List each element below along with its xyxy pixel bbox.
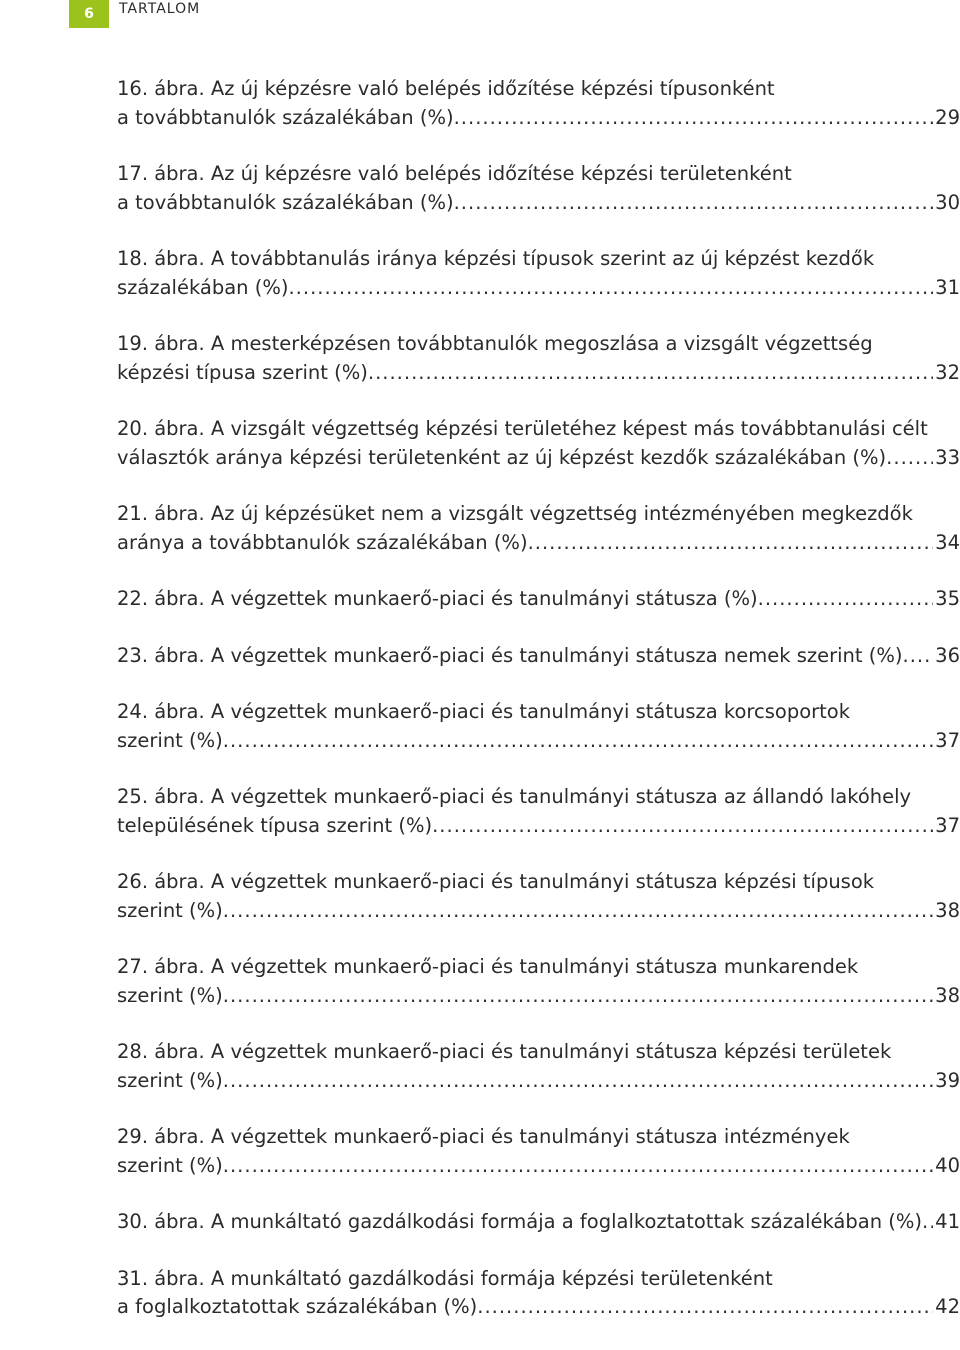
figure-title-line-1: Az új képzésre való belépés időzítése képzési típusonként bbox=[210, 77, 775, 100]
page-number-badge: 6 bbox=[69, 0, 109, 28]
toc-entry[interactable] bbox=[117, 953, 960, 1010]
toc-entry-leader-line bbox=[117, 1208, 960, 1237]
section-title: TARTALOM bbox=[119, 1, 201, 17]
dot-leader bbox=[223, 1067, 933, 1096]
table-of-figures bbox=[117, 75, 960, 1350]
figure-title-line-1: A végzettek munkaerő-piaci és tanulmányi státusza korcsoportok bbox=[210, 700, 851, 723]
dot-leader bbox=[432, 812, 933, 841]
toc-entry-leader-line bbox=[117, 1293, 960, 1322]
figure-title-line-2: a továbbtanulók százalékában (%) bbox=[117, 190, 454, 214]
toc-entry-leader-text bbox=[117, 529, 528, 558]
figure-title-line-1: A végzettek munkaerő-piaci és tanulmányi státusza képzési típusok bbox=[210, 870, 875, 893]
page-number: 33 bbox=[935, 445, 960, 469]
figure-label: 27. ábra. bbox=[117, 955, 205, 978]
dot-leader bbox=[477, 1293, 933, 1322]
figure-title-line-2: a továbbtanulók százalékában (%) bbox=[117, 105, 454, 129]
toc-entry-leader-text bbox=[117, 812, 432, 841]
toc-entry-leader-line bbox=[117, 982, 960, 1011]
toc-entry-leader-text bbox=[117, 274, 288, 303]
toc-entry[interactable] bbox=[117, 500, 960, 557]
figure-title-line-1: A munkáltató gazdálkodási formája képzési területenként bbox=[210, 1266, 773, 1290]
toc-entry-leader-text bbox=[117, 359, 368, 388]
figure-label: 19. ábra. bbox=[117, 332, 205, 355]
page-number: 30 bbox=[935, 190, 960, 214]
toc-entry-leader-text bbox=[117, 585, 758, 614]
figure-title-line-1: A végzettek munkaerő-piaci és tanulmányi státusza az állandó lakóhely bbox=[210, 785, 912, 808]
figure-label: 16. ábra. bbox=[117, 77, 205, 100]
toc-entry-leader-line bbox=[117, 274, 960, 303]
toc-entry[interactable] bbox=[117, 783, 960, 840]
page-number: 38 bbox=[935, 898, 960, 922]
toc-entry[interactable] bbox=[117, 75, 960, 132]
dot-leader bbox=[223, 982, 933, 1011]
page-number: 38 bbox=[935, 983, 960, 1007]
toc-entry[interactable] bbox=[117, 330, 960, 387]
figure-label: 18. ábra. bbox=[117, 247, 205, 270]
toc-entry-leader-line bbox=[117, 189, 960, 218]
dot-leader bbox=[223, 727, 933, 756]
page-number: 32 bbox=[935, 360, 960, 384]
toc-entry-leader-text bbox=[117, 897, 223, 926]
toc-entry-first-line bbox=[117, 160, 960, 189]
toc-entry-leader-line bbox=[117, 1152, 960, 1181]
toc-entry[interactable] bbox=[117, 1208, 960, 1237]
toc-entry-leader-line bbox=[117, 812, 960, 841]
page-number: 34 bbox=[935, 530, 960, 554]
toc-entry-first-line bbox=[117, 1123, 960, 1152]
figure-title-line-1: Az új képzésüket nem a vizsgált végzettség intézményében megkezdők bbox=[210, 502, 913, 525]
page-number: 35 bbox=[935, 587, 960, 610]
figure-title-line-2: szerint (%) bbox=[117, 1153, 223, 1177]
page-number: 29 bbox=[935, 105, 960, 129]
figure-title-line-1: A mesterképzésen továbbtanulók megoszlása a vizsgált végzettség bbox=[210, 332, 873, 355]
figure-label: 25. ábra. bbox=[117, 785, 205, 808]
toc-entry-leader-text bbox=[117, 104, 454, 133]
toc-entry-leader-line bbox=[117, 529, 960, 558]
toc-entry-leader-line bbox=[117, 104, 960, 133]
toc-entry-first-line bbox=[117, 868, 960, 897]
toc-entry[interactable] bbox=[117, 585, 960, 614]
toc-entry-first-line bbox=[117, 1038, 960, 1067]
figure-title: A végzettek munkaerő-piaci és tanulmányi státusza (%) bbox=[210, 587, 758, 610]
page-number: 39 bbox=[935, 1068, 960, 1092]
figure-title-line-2: aránya a továbbtanulók százalékában (%) bbox=[117, 530, 528, 554]
dot-leader bbox=[223, 897, 933, 926]
toc-entry-first-line bbox=[117, 953, 960, 982]
dot-leader bbox=[528, 529, 934, 558]
figure-title-line-2: szerint (%) bbox=[117, 1068, 223, 1092]
figure-title-line-1: Az új képzésre való belépés időzítése képzési területenként bbox=[210, 162, 792, 185]
toc-entry-leader-text bbox=[117, 1067, 223, 1096]
page-number: 36 bbox=[935, 643, 960, 667]
figure-title-line-1: A végzettek munkaerő-piaci és tanulmányi státusza képzési területek bbox=[210, 1040, 892, 1063]
toc-entry-leader-line bbox=[117, 897, 960, 926]
page-number: 40 bbox=[935, 1153, 960, 1177]
toc-entry[interactable] bbox=[117, 160, 960, 217]
toc-entry-leader-line bbox=[117, 642, 960, 671]
toc-entry-first-line bbox=[117, 75, 960, 104]
figure-label: 23. ábra. bbox=[117, 643, 205, 667]
figure-title-line-1: A továbbtanulás iránya képzési típusok szerint az új képzést kezdők bbox=[210, 247, 875, 270]
toc-entry-leader-line bbox=[117, 727, 960, 756]
figure-label: 31. ábra. bbox=[117, 1266, 205, 1290]
page-number: 37 bbox=[935, 813, 960, 837]
toc-entry-first-line bbox=[117, 415, 960, 444]
page-number: 31 bbox=[935, 275, 960, 299]
toc-entry-leader-line bbox=[117, 1067, 960, 1096]
figure-title-line-2: szerint (%) bbox=[117, 983, 223, 1007]
figure-title-line-2: szerint (%) bbox=[117, 728, 223, 752]
figure-label: 22. ábra. bbox=[117, 587, 205, 610]
toc-entry-leader-text bbox=[117, 1293, 477, 1322]
toc-entry-leader-line bbox=[117, 585, 960, 614]
toc-entry-leader-text bbox=[117, 1208, 922, 1237]
toc-entry-first-line bbox=[117, 330, 960, 359]
figure-title-line-1: A végzettek munkaerő-piaci és tanulmányi státusza munkarendek bbox=[210, 955, 859, 978]
dot-leader bbox=[758, 585, 934, 614]
figure-label: 29. ábra. bbox=[117, 1125, 205, 1148]
figure-title-line-2: választók aránya képzési területenként az új képzést kezdők százalékában (%) bbox=[117, 445, 887, 469]
toc-entry-leader-text bbox=[117, 642, 903, 671]
figure-label: 21. ábra. bbox=[117, 502, 205, 525]
dot-leader bbox=[886, 444, 933, 473]
figure-label: 26. ábra. bbox=[117, 870, 205, 893]
dot-leader bbox=[454, 189, 934, 218]
page-number: 41 bbox=[935, 1210, 960, 1233]
figure-title-line-2: százalékában (%) bbox=[117, 275, 289, 299]
figure-title: A végzettek munkaerő-piaci és tanulmányi státusza nemek szerint (%) bbox=[210, 643, 903, 667]
figure-title-line-2: településének típusa szerint (%) bbox=[117, 813, 433, 837]
dot-leader bbox=[288, 274, 933, 303]
figure-title-line-2: képzési típusa szerint (%) bbox=[117, 360, 368, 384]
toc-entry-first-line bbox=[117, 698, 960, 727]
toc-entry[interactable] bbox=[117, 868, 960, 925]
toc-entry-leader-text bbox=[117, 189, 454, 218]
figure-label: 24. ábra. bbox=[117, 700, 205, 723]
toc-entry[interactable] bbox=[117, 698, 960, 755]
toc-entry-leader-line bbox=[117, 359, 960, 388]
toc-entry-first-line bbox=[117, 500, 960, 529]
figure-title: A munkáltató gazdálkodási formája a foglalkoztatottak százalékában (%) bbox=[210, 1210, 923, 1233]
figure-title-line-1: A vizsgált végzettség képzési területéhez képest más továbbtanulási célt bbox=[210, 417, 928, 440]
toc-entry[interactable] bbox=[117, 1038, 960, 1095]
toc-entry[interactable] bbox=[117, 1265, 960, 1322]
figure-label: 30. ábra. bbox=[117, 1210, 205, 1233]
toc-entry-leader-line bbox=[117, 444, 960, 473]
toc-entry[interactable] bbox=[117, 415, 960, 472]
dot-leader bbox=[223, 1152, 933, 1181]
figure-title-line-2: a foglalkoztatottak százalékában (%) bbox=[117, 1295, 478, 1318]
figure-label: 28. ábra. bbox=[117, 1040, 205, 1063]
toc-entry-leader-text bbox=[117, 982, 223, 1011]
figure-title-line-2: szerint (%) bbox=[117, 898, 223, 922]
page-number: 42 bbox=[935, 1295, 960, 1318]
dot-leader bbox=[922, 1208, 933, 1237]
figure-title-line-1: A végzettek munkaerő-piaci és tanulmányi státusza intézmények bbox=[210, 1125, 850, 1148]
dot-leader bbox=[368, 359, 933, 388]
figure-label: 17. ábra. bbox=[117, 162, 205, 185]
dot-leader bbox=[903, 642, 934, 671]
toc-entry-leader-text bbox=[117, 1152, 223, 1181]
page-number: 37 bbox=[935, 728, 960, 752]
toc-entry-first-line bbox=[117, 245, 960, 274]
toc-entry-leader-text bbox=[117, 444, 886, 473]
figure-label: 20. ábra. bbox=[117, 417, 205, 440]
toc-entry[interactable] bbox=[117, 245, 960, 302]
toc-entry-leader-text bbox=[117, 727, 223, 756]
toc-entry-first-line bbox=[117, 1265, 960, 1294]
toc-entry[interactable] bbox=[117, 1123, 960, 1180]
toc-entry-first-line bbox=[117, 783, 960, 812]
toc-entry[interactable] bbox=[117, 642, 960, 671]
dot-leader bbox=[454, 104, 934, 133]
